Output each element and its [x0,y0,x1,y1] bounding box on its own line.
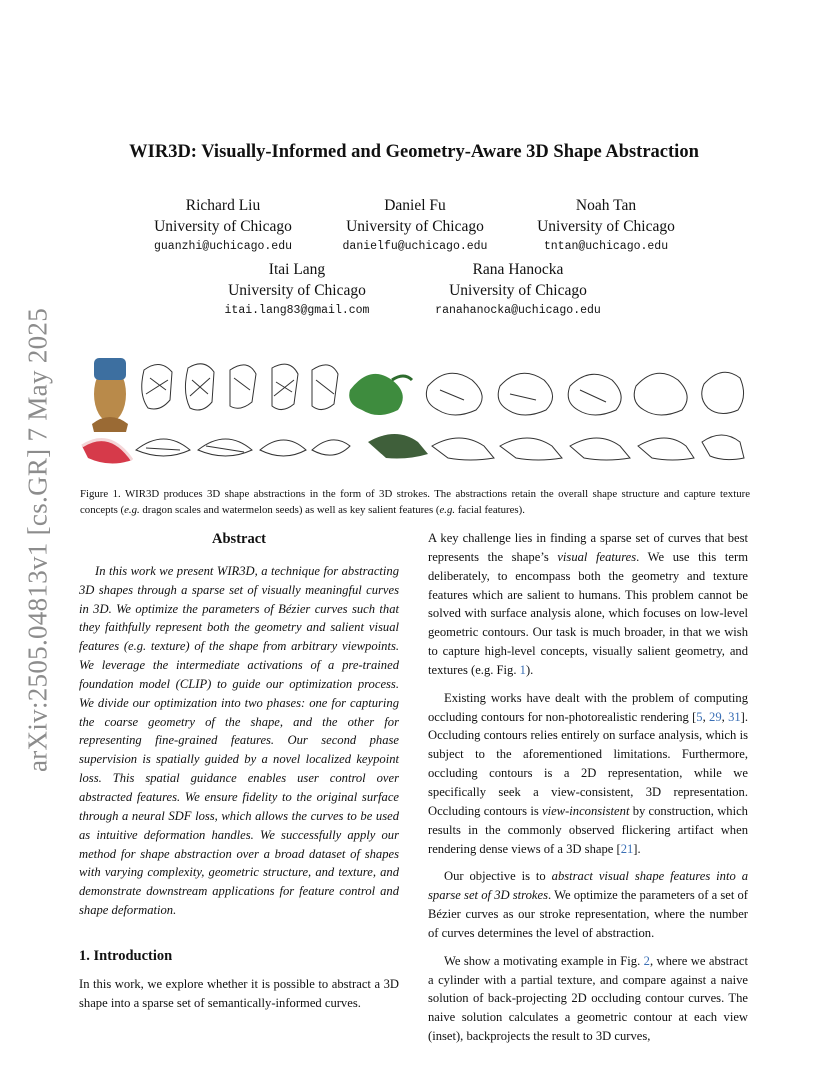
author-affiliation: University of Chicago [346,218,484,235]
author-affiliation: University of Chicago [154,218,292,235]
author-name: Itai Lang [268,261,326,278]
paragraph-key-challenge: A key challenge lies in finding a sparse set of curves that best represents the shape’s visual features. We use this term deliberately, to encompass both the geometry and texture features which are salient to humans. This problem cannot be solved with surface analysis alone, which focuses on low-level geometric contours. Our task is much broader, in that we wish to capture high-level concepts, visually salient geometry, and textures (e.g. Fig. 1). [428,531,748,677]
author-email: danielfu@uchicago.edu [342,240,488,253]
author-block-4 [197,259,397,321]
figure-1-caption: Figure 1. WIR3D produces 3D shape abstractions in the form of 3D strokes. The abstractions retain the overall shape structure and capture texture concepts (e.g. dragon scales and watermelon seeds) as well as key salient features (e.g. facial features). [80,488,750,516]
figure-ref-link[interactable]: 1 [519,662,526,677]
author-block-2 [315,195,515,257]
left-column [79,530,399,1012]
dragon-render [349,374,412,415]
watermelon-render [82,440,132,464]
author-block-3 [506,195,706,257]
figure-ref-link[interactable]: 2 [643,953,650,968]
bust-render [92,358,128,432]
bust-stroke-abstractions [142,364,338,410]
author-affiliation: University of Chicago [449,282,587,299]
citation-link[interactable]: 29 [709,709,722,724]
author-email: itai.lang83@gmail.com [224,304,370,317]
paragraph-existing-works: Existing works have dealt with the problem of computing occluding contours for non-photorealistic rendering [5, 29, 31]. Occluding contours relies entirely on surface analysis, which is subject to the aforementioned limitations. Furthermore, occluding contours is a 2D representation, while we specifically seek a view-consistent, 3D representation. Occluding contours is view-inconsistent by construction, which results in the commonly observed flickering artifact when rendering dense views of a 3D shape [21]. [428,690,749,856]
author-name: Richard Liu [185,197,261,214]
paper-title: WIR3D: Visually-Informed and Geometry-Aware 3D Shape Abstraction [129,142,699,162]
author-email: ranahanocka@uchicago.edu [435,304,601,317]
paragraph-objective: Our objective is to abstract visual shape features into a sparse set of 3D strokes. We optimize the parameters of a set of Bézier curves as our stroke representation, where the number of curves determines the level of abstraction. [428,869,748,940]
author-block-5 [418,259,618,321]
citation-link[interactable]: 5 [696,709,703,724]
introduction-paragraph: In this work, we explore whether it is possible to abstract a 3D shape into a sparse set of semantically-informed curves. [79,976,399,1010]
paragraph-motivating-example: We show a motivating example in Fig. 2, where we abstract a cylinder with a partial texture, and compare against a naive solution of back-projecting 2D occluding contour curves. The naive solution calculates a geometric contour at each view (inset), backprojects the result to 3D curves, [428,953,749,1044]
author-affiliation: University of Chicago [228,282,366,299]
rex-render [368,434,428,459]
author-block-1 [123,195,323,257]
author-affiliation: University of Chicago [537,218,675,235]
author-name: Rana Hanocka [472,261,564,278]
citation-link[interactable]: 31 [728,709,741,724]
watermelon-stroke-abstractions [136,439,350,456]
arxiv-identifier-stamp: arXiv:2505.04813v1 [cs.GR] 7 May 2025 [22,307,53,773]
right-column [428,529,748,1046]
abstract-heading: Abstract [212,531,266,547]
author-name: Daniel Fu [384,197,446,214]
author-name: Noah Tan [575,197,637,214]
dragon-stroke-abstractions [426,372,743,415]
rex-stroke-abstractions [432,435,744,460]
author-email: guanzhi@uchicago.edu [153,240,293,253]
introduction-heading: 1. Introduction [79,947,173,964]
figure-1-teaser-image [80,350,752,480]
citation-link[interactable]: 21 [620,841,634,856]
author-email: tntan@uchicago.edu [543,240,669,253]
abstract-text: In this work we present WIR3D, a technique for abstracting 3D shapes through a sparse set of visually meaningful curves in 3D. We optimize the parameters of Bézier curves such that they faithfully represent both the geometry and salient visual features (e.g. texture) of the shape from arbitrary viewpoints. We leverage the intermediate activations of a pre-trained foundation model (CLIP) to guide our optimization process. We divide our optimization into two phases: one for capturing the coarse geometry of the shape, and the other for representing fine-grained features. Our second phase supervision is spatially guided by a novel localized keypoint loss. This spatial guidance enables user control over abstracted features. We ensure fidelity to the original surface through a neural SDF loss, which allows the curves to be used as intuitive deformation handles. We successfully apply our method for shape abstraction over a broad dataset of shapes with varying complexity, geometric structure, and texture, and demonstrate downstream applications for feature control and shape deformation. [79,563,399,918]
